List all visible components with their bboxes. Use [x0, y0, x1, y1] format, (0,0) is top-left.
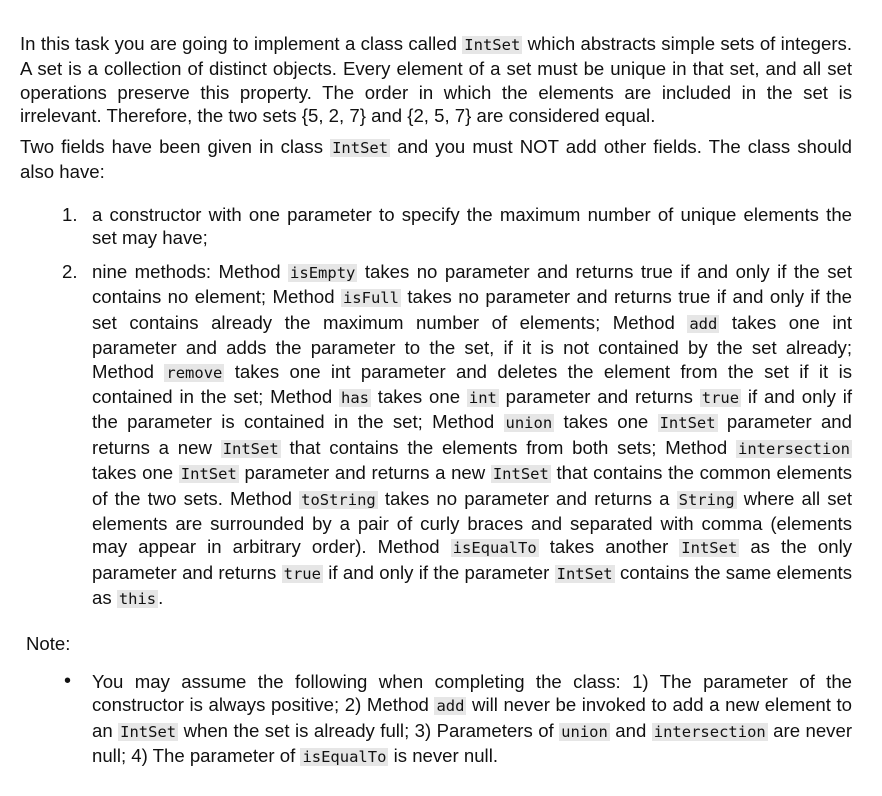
bullet-icon: •	[64, 670, 72, 692]
text-run: parameter and returns a new	[238, 462, 491, 484]
code-term: isFull	[342, 289, 399, 308]
code-term: true	[283, 564, 321, 583]
text-run: where all set elements are surrounded by a pair of curly braces and separated with comma (elements may appear in arbitrary order). Method	[92, 487, 852, 558]
code-term: remove	[166, 363, 223, 382]
note-label: Note:	[26, 633, 71, 654]
code-term: IntSet	[492, 465, 549, 484]
code-term: isEqualTo	[452, 539, 537, 558]
text-run: takes one int parameter and adds the parameter to the set, if it is not contained by the set already; Method	[92, 311, 852, 382]
list-number: 1.	[62, 204, 78, 225]
code-term: add	[436, 697, 465, 716]
text-run: a constructor with one parameter to specify the maximum number of unique elements the set may have;	[92, 204, 852, 249]
code-term: String	[678, 490, 735, 509]
code-term: add	[689, 314, 718, 333]
code-term: true	[701, 389, 740, 408]
code-term: this	[118, 590, 157, 609]
text-run: when the set is already full; 3) Parameters of	[178, 719, 560, 741]
code-term: has	[340, 389, 369, 408]
code-term: IntSet	[659, 414, 716, 433]
list-number: 2.	[62, 261, 78, 282]
intro-paragraph	[20, 32, 852, 128]
text-run: Two fields have been given in class	[20, 136, 331, 157]
code-term: IntSet	[222, 439, 279, 458]
requirement-text	[92, 260, 852, 612]
text-run: takes one	[370, 386, 467, 408]
text-run: if and only if the parameter is contained in the set; Method	[92, 386, 853, 433]
code-term: IntSet	[332, 139, 389, 157]
text-run: if and only if the parameter	[322, 561, 555, 583]
text-run: contains the same elements as	[92, 561, 852, 609]
code-term: isEqualTo	[302, 748, 387, 767]
text-run: which abstracts simple sets of integers. A set is a collection of distinct objects. Every element of a set must be unique in that set, and all set operations preserve this property. The order in which the elements are included in the set is irrelevant. Therefore, the two sets {5, 2, 7} and {2, 5, 7} are considered equal.	[20, 33, 852, 127]
text-run: nine methods: Method	[92, 261, 289, 282]
text-run: takes one	[92, 462, 179, 484]
text-run: as the only parameter and returns	[92, 536, 852, 583]
text-run: takes no parameter and returns true if and only if the set contains already the maximum number of elements; Method	[92, 286, 852, 333]
fields-paragraph	[20, 135, 852, 184]
code-term: toString	[301, 490, 376, 509]
code-term: IntSet	[180, 465, 237, 484]
text-run: takes another	[538, 536, 680, 558]
code-term: int	[468, 389, 497, 408]
code-term: intersection	[738, 439, 850, 458]
text-run: that contains the common elements of the two sets. Method	[92, 462, 852, 509]
text-run: parameter and returns	[498, 386, 700, 408]
text-run: is never null.	[388, 745, 498, 767]
requirement-text	[92, 203, 852, 250]
code-term: union	[561, 722, 608, 741]
code-term: intersection	[653, 722, 766, 741]
note-text	[92, 670, 852, 770]
text-run: .	[158, 587, 164, 609]
text-run: In this task you are going to implement a class called	[20, 33, 463, 54]
text-run: takes one	[554, 411, 658, 433]
code-term: IntSet	[464, 36, 521, 54]
code-term: IntSet	[120, 722, 177, 741]
text-run: and	[609, 719, 652, 741]
text-run: and you must NOT add other fields. The class should also have:	[20, 136, 853, 183]
text-run: parameter and returns a new	[92, 411, 852, 458]
text-run: are never null; 4) The parameter of	[92, 719, 853, 767]
text-run: that contains the elements from both sets; Method	[280, 436, 737, 458]
code-term: union	[505, 414, 553, 433]
text-run: takes one int parameter and deletes the element from the set if it is contained in the set; Method	[92, 360, 852, 408]
text-run: will never be invoked to add a new element to an	[92, 694, 852, 741]
text-run: takes no parameter and returns true if and only if the set contains no element; Method	[92, 261, 853, 308]
code-term: isEmpty	[290, 264, 356, 282]
text-run: takes no parameter and returns a	[377, 487, 677, 509]
code-term: IntSet	[556, 564, 613, 583]
code-term: IntSet	[681, 539, 738, 558]
text-run: You may assume the following when completing the class: 1) The parameter of the constructor is always positive; 2) Method	[92, 671, 852, 716]
